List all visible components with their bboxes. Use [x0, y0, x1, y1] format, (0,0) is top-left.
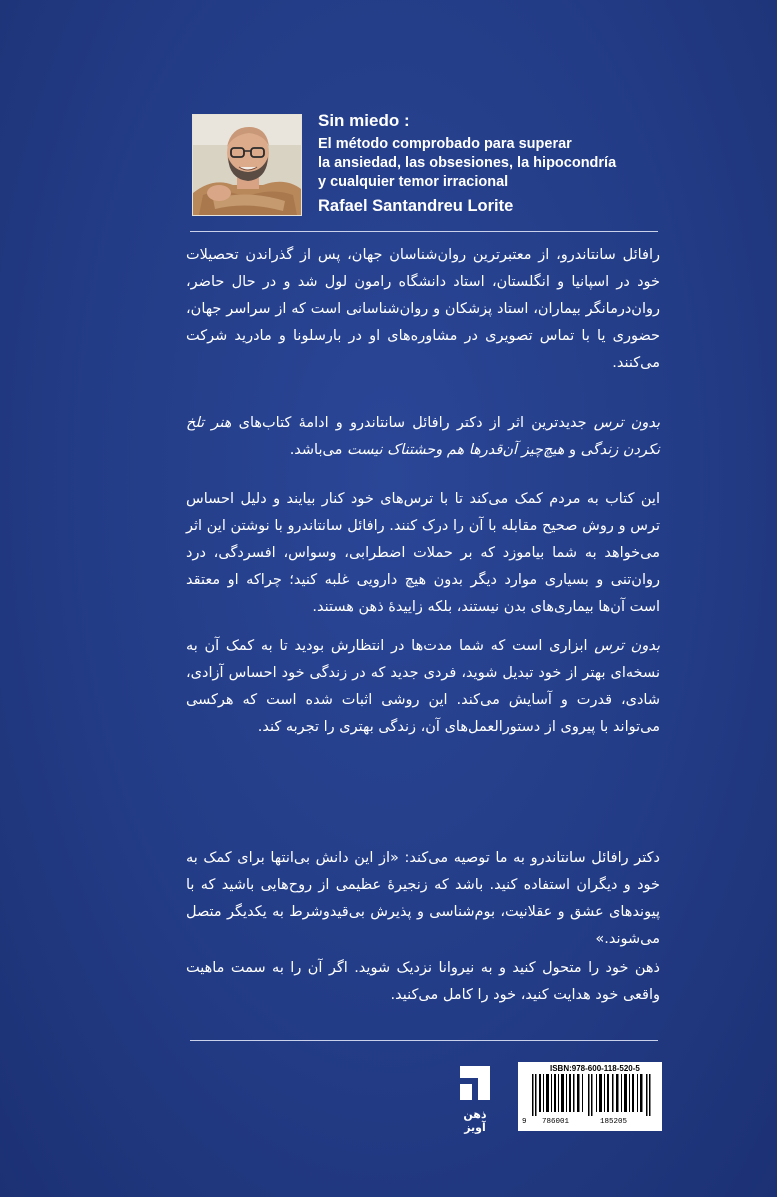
intro-text: می‌باشد.	[289, 442, 347, 458]
barcode-digit-lead: 9	[522, 1118, 527, 1126]
divider-top	[190, 231, 658, 232]
intro-text: و	[564, 442, 581, 458]
publisher-logo-icon	[452, 1060, 498, 1106]
book-name: هیچ‌چیز آن‌قدرها هم وحشتناک نیست	[346, 442, 565, 458]
barcode-bars	[532, 1074, 652, 1116]
book-title-block	[318, 110, 658, 217]
barcode-digits-right: 185205	[600, 1118, 628, 1126]
author-bio-paragraph: رافائل سانتاندرو، از معتبرترین روان‌شناسان جهان، پس از گذراندن تحصیلات خود در اسپانیا و انگلستان، استاد دانشگاه رامون لول شد و در حال حاضر، روان‌درمانگر بیماران، استاد پزشکان و روان‌شناسانی است که از سراسر جهان، حضوری یا با تماس تصویری در مشاوره‌های او در بارسلونا و مادرید شرکت می‌کنند.	[186, 247, 660, 371]
tool-text: ابزاری است که شما مدت‌ها در انتظارش بودید تا به کمک آن به نسخه‌ای بهتر از خود تبدیل شوید، فردی جدید که در زندگی خود احساس آزادی، شادی، قدرت و آسایش می‌کند. این روشی اثبات شده است که هرکسی می‌تواند با پیروی از دستورالعمل‌های آن، زندگی بهتری را تجربه کند.	[186, 638, 660, 735]
intro-paragraph	[186, 410, 660, 464]
purpose-paragraph: این کتاب به مردم کمک می‌کند تا با ترس‌های خود کنار بیایند و دلیل احساس ترس و روش صحیح مقابله با آن را درک کنند. رافائل سانتاندرو با نوشتن این اثر می‌خواهد به شما بیاموزد که بر حملات اضطرابی، وسواس، افسردگی، درد روان‌تنی و بسیاری موارد دیگر بدون هیچ دارویی غلبه کنید؛ چراکه او معتقد است آن‌ها بیماری‌های بدن نیستند، بلکه زاییدهٔ ذهن هستند.	[186, 491, 660, 615]
barcode-digits-left: 786001	[542, 1118, 570, 1126]
author-photo	[192, 114, 302, 216]
book-subtitle-line: y cualquier temor irracional	[318, 174, 509, 190]
barcode	[518, 1062, 662, 1131]
isbn-label: ISBN:978-600-118-520-5	[550, 1064, 640, 1073]
book-name: بدون ترس	[593, 415, 660, 431]
book-subtitle-line: la ansiedad, las obsesiones, la hipocondría	[318, 155, 617, 171]
author-name: Rafael Santandreu Lorite	[318, 197, 514, 215]
intro-text: جدیدترین اثر از دکتر رافائل سانتاندرو و ادامهٔ کتاب‌های	[231, 415, 594, 431]
book-title: Sin miedo :	[318, 111, 410, 130]
tool-paragraph	[186, 633, 660, 741]
publisher-name: ذهن آویز	[463, 1108, 487, 1134]
book-name: هنر تلخ نکردن زندگی	[186, 415, 660, 458]
publisher-logo	[452, 1060, 498, 1132]
book-subtitle-line: El método comprobado para superar	[318, 136, 572, 152]
quote-paragraph: دکتر رافائل سانتاندرو به ما توصیه می‌کند: «از این دانش بی‌انتها برای کمک به خود و دیگران استفاده کنید. باشد که زنجیرهٔ عظیمی از روح‌هایی باشید که با پیوندهای عشق و عقلانیت، بوم‌شناسی و پذیرش بی‌قیدوشرط به یکدیگر متصل می‌شوند.»	[186, 850, 660, 947]
divider-bottom	[190, 1040, 658, 1041]
book-name: بدون ترس	[594, 638, 660, 654]
closing-paragraph: ذهن خود را متحول کنید و به نیروانا نزدیک شوید. اگر آن را به سمت ماهیت واقعی خود هدایت کنید، خود را کامل می‌کنید.	[186, 960, 660, 1003]
